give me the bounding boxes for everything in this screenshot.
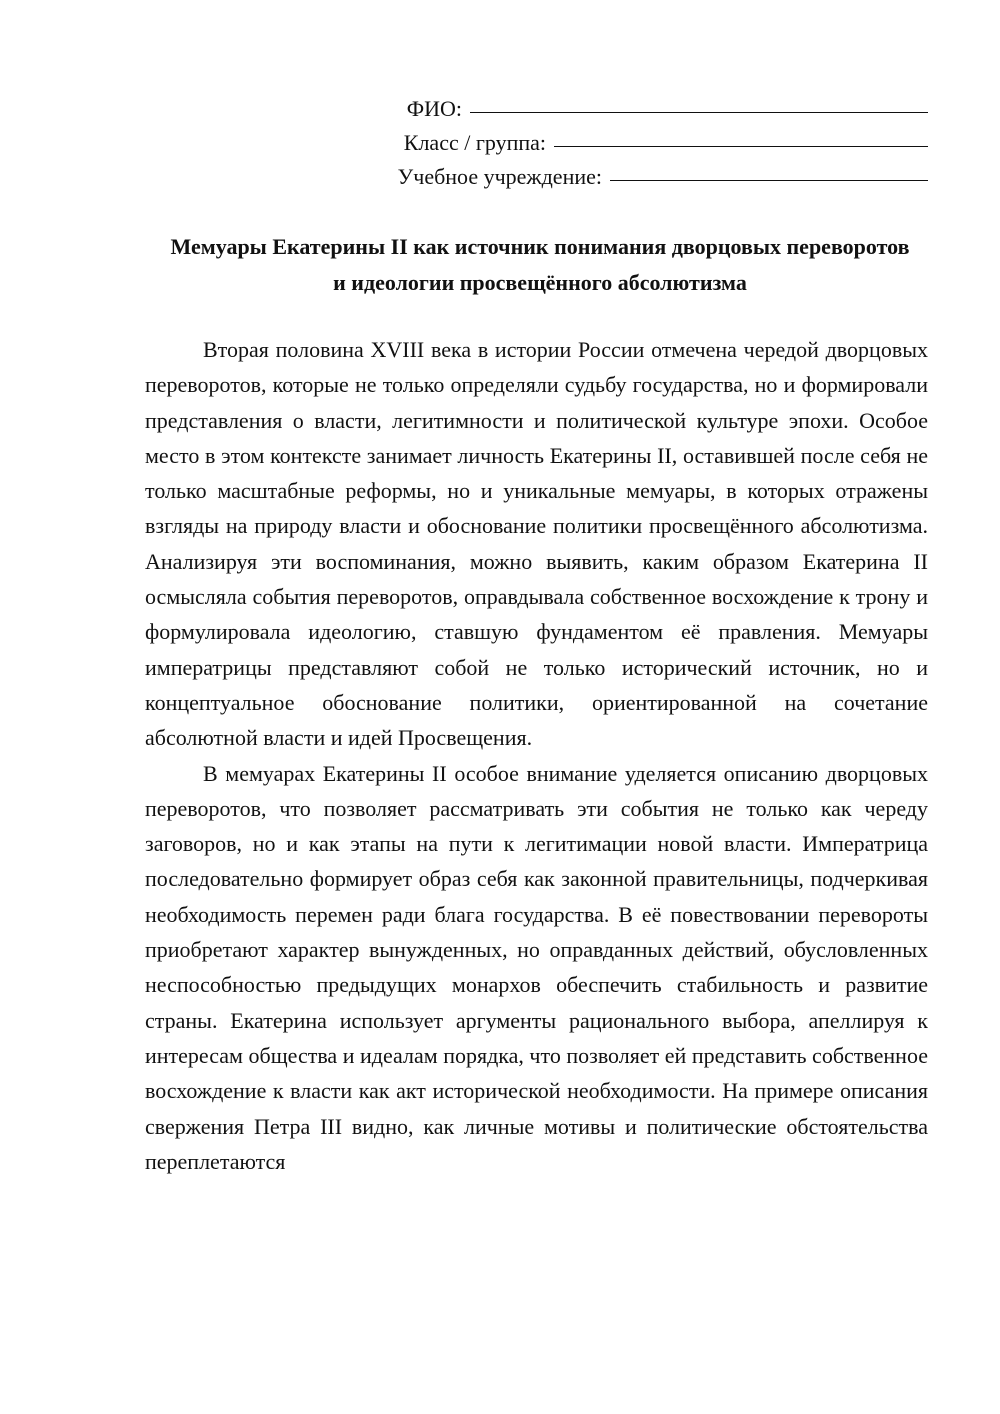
school-line [368,160,928,194]
document-body [145,332,928,1179]
class-blank-line [554,126,928,147]
document-title [140,229,940,301]
title-line-1: Мемуары Екатерины II как источник понимания дворцовых переворотов [170,234,910,259]
title-line-2: и идеологии просвещённого абсолютизма [333,270,747,295]
school-label: Учебное учреждение: [397,164,602,189]
school-blank-line [610,160,928,181]
name-line [368,92,928,126]
student-info-block [368,92,928,194]
name-blank-line [470,92,928,113]
paragraph-2: В мемуарах Екатерины II особое внимание уделяется описанию дворцовых переворотов, что позволяет рассматривать эти события не только как череду заговоров, но и как этапы на пути к легитимации новой власти. Императрица последовательно формирует образ себя как законной правительницы, подчеркивая необходимость перемен ради блага государства. В её повествовании перевороты приобретают характер вынужденных, но оправданных действий, обусловленных неспособностью предыдущих монархов обеспечить стабильность и развитие страны. Екатерина использует аргументы рационального выбора, апеллируя к интересам общества и идеалам порядка, что позволяет ей представить собственное восхождение к власти как акт исторической необходимости. На примере описания свержения Петра III видно, как личные мотивы и политические обстоятельства переплетаются [145,760,928,1174]
class-line [368,126,928,160]
paragraph-1: Вторая половина XVIII века в истории России отмечена чередой дворцовых переворотов, которые не только определяли судьбу государства, но и формировали представления о власти, легитимности и политической культуре эпохи. Особое место в этом контексте занимает личность Екатерины II, оставившей после себя не только масштабные реформы, но и уникальные мемуары, в которых отражены взгляды на природу власти и обоснование политики просвещённого абсолютизма. Анализируя эти воспоминания, можно выявить, каким образом Екатерина II осмысляла события переворотов, оправдывала собственное восхождение к трону и формулировала идеологию, ставшую фундаментом её правления. Мемуары императрицы представляют собой не только исторический источник, но и концептуальное обоснование политики, ориентированной на сочетание абсолютной власти и идей Просвещения. [145,337,928,751]
name-label: ФИО: [406,96,462,121]
class-label: Класс / группа: [403,130,546,155]
